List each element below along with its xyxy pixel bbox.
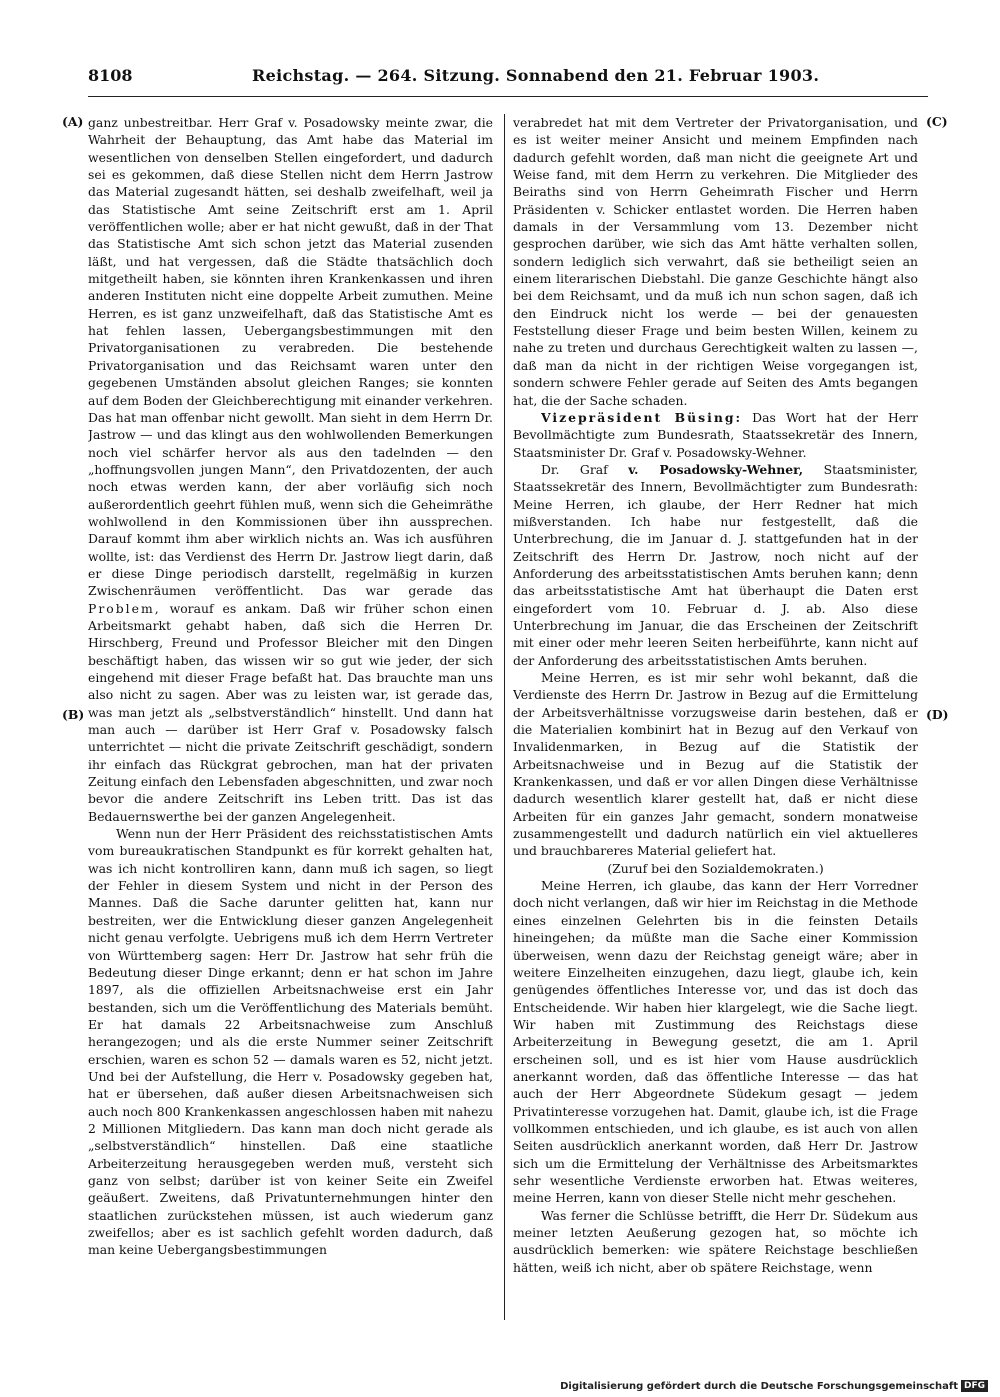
speaker-title: Dr. Graf <box>541 461 608 477</box>
paragraph: Meine Herren, ich glaube, das kann der Herr Vorredner doch nicht verlangen, daß wir hier im Reichstag in die Methode eines einzelnen Gelehrten bis in die feinsten Details hineingehen; da müßte man die Sache einer Kommission überweisen, wenn dazu der Reichstag geneigt wäre; aber in weitere Einzelheiten einzugehen, dazu liegt, glaube ich, kein genügendes öffentliches Interesse vor, und das ist doch das Entscheidende. Wir haben hier klargelegt, wie die Sache liegt. Wir haben mit Zustimmung des Reichstags diese Arbeiterzeitung in Bewegung gesetzt, die am 1. April erscheinen soll, und es ist hier vom Hause ausdrücklich anerkannt worden, daß das öffentliche Interesse — das hat auch der Herr Abgeordnete Südekum gesagt — jedem Privatinteresse vorzugehen hat. Damit, glaube ich, ist die Frage vollkommen entschieden, und ich glaube, es ist auch von allen Seiten ausdrücklich anerkannt worden, daß Herr Dr. Jastrow sich um die Ermittelung der Verhältnisse des Arbeitsmarktes sehr wesentliche Verdienste erworben hat. Etwas weiteres, meine Herren, kann von dieser Stelle nicht mehr geschehen. <box>513 878 918 1206</box>
paragraph: verabredet hat mit dem Vertreter der Privatorganisation, und es ist weiter meiner Ansicht und meinem Empfinden nach dadurch gefehlt worden, daß man nicht die geeignete Art und Weise fand, mit dem Herrn zu verkehren. Die Mitglieder des Beiraths sind von Herrn Geheimrath Fischer und Herrn Präsidenten v. Schicker entlastet worden. Die Herren haben damals in der Versammlung vom 13. Dezember nicht gesprochen darüber, wie sich das Amt hätte verhalten sollen, sondern lediglich sich verwahrt, daß sie betheiligt seien an einem literarischen Diebstahl. Die ganze Geschichte hängt also bei dem Reichsamt, und da muß ich nun schon sagen, daß ich den Eindruck nicht los werde — bei der genauesten Feststellung dieser Frage und beim besten Willen, keinem zu nahe zu treten und durchaus Gerechtigkeit walten zu lassen —, daß man da nicht in der richtigen Weise vorgegangen ist, sondern schwere Fehler gerade auf Seiten des Amts begangen hat, die der Sache schaden. <box>513 115 918 408</box>
column-divider <box>504 114 505 1320</box>
header-rule <box>88 96 928 97</box>
interjection: (Zuruf bei den Sozialdemokraten.) <box>607 860 824 876</box>
paragraph: Was ferner die Schlüsse betrifft, die Herr Dr. Südekum aus meiner letzten Aeußerung gezogen hat, so möchte ich ausdrücklich bemerken: wie spätere Reichstage beschließen hätten, weiß ich nicht, aber ob spätere Reichstage, wenn <box>513 1207 918 1275</box>
paragraph-text: ganz unbestreitbar. Herr Graf v. Posadowsky meinte zwar, die Wahrheit der Behauptung, das Amt habe das Material im wesentlichen von denselben Stellen eingefordert, und dadurch sei es gekommen, daß diese Stellen nicht dem Herrn Jastrow das Material zugesandt hätten, sei deshalb zweifelhaft, weil ja das Statistische Amt seine Zeitschrift erst am 1. April veröffentlichen wolle; aber er hat nicht gewußt, daß in der That das Statistische Amt sich schon jetzt das Material zusenden läßt, und hat vergessen, daß die Städte thatsächlich doch mitgetheilt haben, sie könnten ihren Krankenkassen und ihren anderen Instituten nicht eine doppelte Arbeit zumuthen. Meine Herren, es ist ganz unzweifelhaft, daß das Statistische Amt es hat fehlen lassen, Uebergangsbestimmungen mit den Privatorganisationen zu verabreden. Die bestehende Privatorganisation und das Reichsamt waren unter den gegebenen Umständen absolut gleichen Ranges; sie konnten auf dem Boden der Gleichberechtigung mit einander verkehren. Das hat man offenbar nicht gewollt. Man sieht in dem Herrn Dr. Jastrow — und das klingt aus den wohlwollenden Bemerkungen noch viel schärfer hervor als aus den tadelnden — den „hoffnungsvollen jungen Mann“, den Privatdozenten, der auch noch etwas werden kann, der aber vorläufig sich noch außerordentlich geehrt fühlen muß, wenn sich die Geheimräthe wohlwollend in den Kommissionen über ihn aussprechen. Darauf kommt ihm aber wirklich nichts an. Was ich ausführen wollte, ist: das Verdienst des Herrn Dr. Jastrow liegt darin, daß er diese Dinge periodisch darstellt, regelmäßig in kurzen Zwischenräumen veröffentlicht. Das war gerade das <box>88 115 493 599</box>
margin-marker-c: (C) <box>926 114 948 129</box>
emphasized-text: Problem, <box>88 600 161 616</box>
page-header <box>88 66 928 90</box>
page-number: 8108 <box>88 66 133 85</box>
paragraph: Wenn nun der Herr Präsident des reichsstatistischen Amts vom bureaukratischen Standpunkt es für korrekt gehalten hat, was ich nicht kontrolliren kann, dann muß ich sagen, so liegt der Fehler in diesem System und nicht in der Person des Mannes. Daß die Sache darunter gelitten hat, kann nur bestreiten, wer die Entwicklung dieser ganzen Angelegenheit nicht genau verfolgte. Uebrigens muß ich dem Herrn Vertreter von Württemberg sagen: Herr Dr. Jastrow hat sehr früh die Bedeutung dieser Dinge erkannt; denn er hat schon im Jahre 1897, als die offiziellen Arbeitsnachweise erst ein Jahr bestanden, sich um die Veröffentlichung des Materials bemüht. Er hat damals 22 Arbeitsnachweise zum Anschluß herangezogen; und als die erste Nummer seiner Zeitschrift erschien, waren es schon 52 — damals waren es 52, nicht jetzt. Und bei der Aufstellung, die Herr v. Posadowsky gegeben hat, hat er übersehen, daß außer diesen Arbeitsnachweisen sich auch noch 800 Krankenkassen angeschlossen haben mit nahezu 2 Millionen Mitgliedern. Das kann man doch nicht gerade als „selbstverständlich“ hinstellen. Daß eine staatliche Arbeiterzeitung herausgegeben werden muß, versteht sich ganz von selbst; darüber ist von keiner Seite ein Zweifel geäußert. Zweitens, daß Privatunternehmungen hinter den staatlichen zurückstehen müssen, ist auch wiederum ganz zweifellos; aber es ist sachlich gefehlt worden dadurch, daß man keine Uebergangsbestimmungen <box>88 826 493 1258</box>
margin-marker-a: (A) <box>62 114 84 129</box>
footer-credit-text: Digitalisierung gefördert durch die Deutsche Forschungsgemeinschaft <box>560 1380 958 1392</box>
speaker-name: v. Posadowsky-Wehner, <box>628 461 804 477</box>
paragraph-text: worauf es ankam. Daß wir früher schon einen Arbeitsmarkt gehabt haben, daß sich die Herren Dr. Hirschberg, Freund und Professor Bleicher mit den Dingen beschäftigt haben, das wissen wir so gut wie jeder, der sich eingehend mit dieser Frage befaßt hat. Das brauchte man uns also nicht zu sagen. Aber was zu leisten war, ist gerade das, was man jetzt als „selbstverständlich“ hinstellt. Und dann hat man auch — darüber ist Herr Graf v. Posadowsky falsch unterrichtet — nicht die private Zeitschrift geschädigt, sondern ihr einfach das Rückgrat gebrochen, man hat der privaten Zeitung einfach den Lebensfaden abgeschnitten, und zwar noch bevor die andere Zeitschrift ins Leben tritt. Das ist das Bedauernswerthe bei der ganzen Angelegenheit. <box>88 600 493 824</box>
paragraph <box>513 461 918 669</box>
paragraph: Meine Herren, es ist mir sehr wohl bekannt, daß die Verdienste des Herrn Dr. Jastrow in Bezug auf die Ermittelung der Arbeitsverhältnisse vorzugsweise darin bestehen, daß er die Materialien kombinirt hat in Bezug auf den Verkauf von Invalidenmarken, in Bezug auf die Statistik der Arbeitsnachweise und in Bezug auf die Statistik der Krankenkassen, und daß er vor allen Dingen diese Verhältnisse dadurch wesentlich klarer gestellt hat, daß er nicht diese Arbeiten für ein ganzes Jahr gemacht, sondern monatweise zusammengestellt und dadurch natürlich ein viel aktuelleres und brauchbareres Material geliefert hat. <box>513 670 918 859</box>
running-title: Reichstag. — 264. Sitzung. Sonnabend den 21. Februar 1903. <box>252 66 820 85</box>
margin-marker-b: (B) <box>62 707 85 722</box>
dfg-logo-icon: DFG <box>961 1380 988 1392</box>
speaker-name: Vizepräsident Büsing: <box>541 409 743 425</box>
paragraph <box>513 409 918 461</box>
margin-marker-d: (D) <box>926 707 949 722</box>
footer-credit <box>560 1379 988 1393</box>
paragraph-text: Das Wort hat der Herr Bevollmächtigte zum Bundesrath, Staatssekretär des Innern, Staatsminister Dr. Graf v. Posadowsky-Wehner. <box>513 409 918 460</box>
right-column <box>513 114 918 1320</box>
left-column <box>88 114 493 1320</box>
paragraph-text: Staatsminister, Staatssekretär des Innern, Bevollmächtigter zum Bundesrath: Meine Herren, ich glaube, der Herr Redner hat mich mißverstanden. Ich habe nur festgestellt, daß die Unterbrechung, die im Januar d. J. stattgefunden hat in der Zeitschrift des Herrn Dr. Jastrow, noch nicht auf der Anforderung des arbeitsstatistischen Amts beruhen kann; denn das arbeitsstatistische Amt hat überhaupt die Daten erst eingefordert vom 10. Februar d. J. ab. Also diese Unterbrechung im Januar, die das Erscheinen der Zeitschrift mit einer oder mehr leeren Seiten herbeiführte, kann nicht auf der Anforderung des arbeitsstatistischen Amts beruhen. <box>513 461 918 668</box>
paragraph <box>88 114 493 825</box>
